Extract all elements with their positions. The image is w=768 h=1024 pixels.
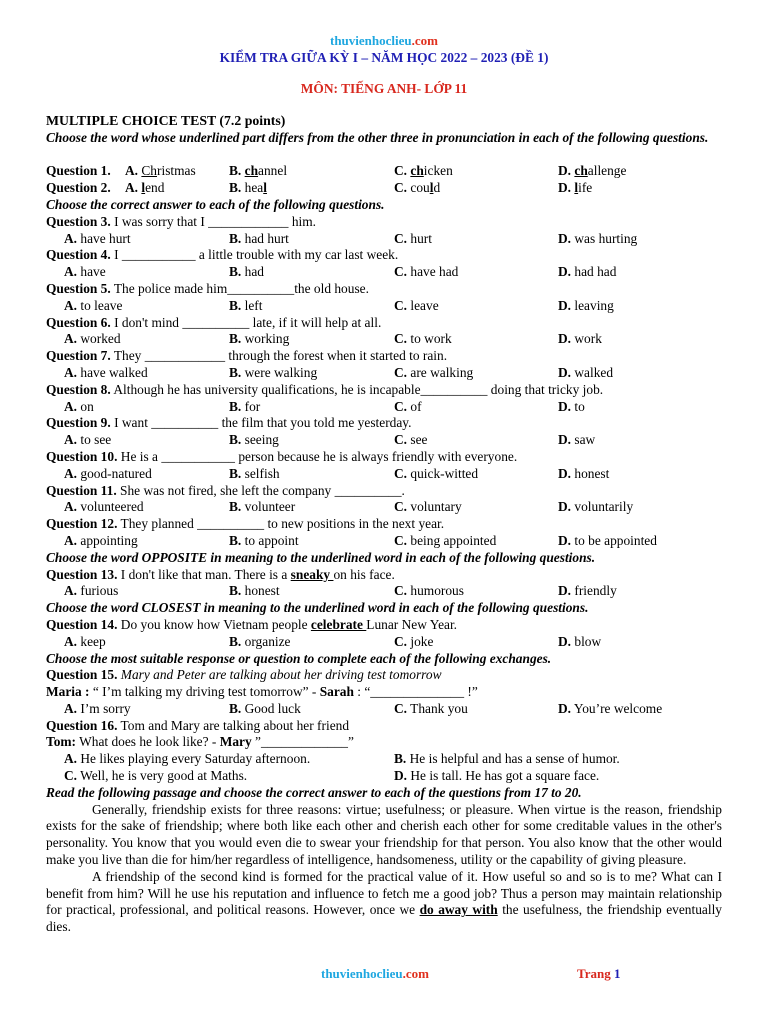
option-d: D. had had xyxy=(558,264,617,280)
option-c: C. have had xyxy=(394,264,459,280)
option-b: B. Good luck xyxy=(229,700,301,716)
footer-site: thuvienhoclieu.com xyxy=(321,966,429,981)
option-c: C. leave xyxy=(394,297,439,313)
question-text: on his face. xyxy=(333,566,395,582)
underlined-phrase: do away with xyxy=(419,902,498,918)
option-d: D. friendly xyxy=(558,583,617,599)
option-d: D. voluntarily xyxy=(558,499,634,515)
option-b: B. left xyxy=(229,297,263,313)
question-number: Question 1. xyxy=(46,163,111,179)
option-b: B. had xyxy=(229,264,264,280)
section-title: MULTIPLE CHOICE TEST (7.2 points) xyxy=(46,113,286,128)
option-b: B. He is helpful and has a sense of humor. xyxy=(394,751,620,767)
question-list xyxy=(46,214,722,550)
question-15 xyxy=(46,667,722,684)
question-16-options-cd xyxy=(46,768,722,785)
option-b: B. honest xyxy=(229,583,280,599)
option-c: C. quick-witted xyxy=(394,465,479,481)
option-d: D. leaving xyxy=(558,297,614,313)
question-7 xyxy=(46,348,722,365)
option-d: D. work xyxy=(558,331,602,347)
option-a: A. I’m sorry xyxy=(64,700,131,716)
question-options xyxy=(46,533,722,550)
option-b: B. selfish xyxy=(229,465,280,481)
speaker: Mary xyxy=(219,734,252,750)
question-number: Question 14. xyxy=(46,616,118,632)
question-11 xyxy=(46,483,722,500)
question-text: They planned __________ to new positions in the next year. xyxy=(117,516,445,532)
option-c: C. of xyxy=(394,398,422,414)
question-number: Question 3. xyxy=(46,213,111,229)
option-b: B. were walking xyxy=(229,364,318,380)
option-d: D. He is tall. He has got a square face. xyxy=(394,768,600,784)
option-a: A. have xyxy=(64,264,106,280)
question-13-options xyxy=(46,583,722,600)
option-c: C. chicken xyxy=(394,163,453,179)
option-a: A. to see xyxy=(64,432,112,448)
option-b: B. working xyxy=(229,331,290,347)
question-number: Question 6. xyxy=(46,314,111,330)
question-options xyxy=(46,264,722,281)
option-b: B. for xyxy=(229,398,261,414)
question-number: Question 11. xyxy=(46,482,117,498)
dialogue-text: “ I’m talking my driving test tomorrow” - xyxy=(92,684,320,700)
option-a: A. volunteered xyxy=(64,499,144,515)
question-options xyxy=(46,399,722,416)
page-footer xyxy=(0,966,768,984)
question-14 xyxy=(46,617,722,634)
option-c: C. are walking xyxy=(394,364,474,380)
passage-paragraph-2: A friendship of the second kind is formed for the practical value of it. How useful so and so is to me? What can I benefit from him? Will he use his reputation and influence to fetch me a good job? Thus a person may maintain relationship for practical, professional, and political reasons. However, once we do away with the usefulness, the friendship eventually dies. xyxy=(46,868,722,935)
option-b: B. channel xyxy=(229,163,288,179)
dialogue-text: What does he look like? - xyxy=(76,734,220,750)
option-d: D. to xyxy=(558,398,585,414)
instruction-correct-answer: Choose the correct answer to each of the following questions. xyxy=(46,196,385,212)
question-number: Question 7. xyxy=(46,348,111,364)
question-9 xyxy=(46,415,722,432)
option-c: C. see xyxy=(394,432,428,448)
question-number: Question 10. xyxy=(46,448,118,464)
option-d: D. to be appointed xyxy=(558,532,657,548)
site-name: thuvienhoclieu xyxy=(330,33,412,48)
option-c: C. hurt xyxy=(394,230,432,246)
option-b: B. to appoint xyxy=(229,532,299,548)
exam-title: KIỂM TRA GIỮA KỲ I – NĂM HỌC 2022 – 2023 (ĐỀ 1) xyxy=(219,50,549,65)
option-a: A. have walked xyxy=(64,364,148,380)
question-12 xyxy=(46,516,722,533)
option-b: B. volunteer xyxy=(229,499,296,515)
question-text: Although he has university qualifications, he is incapable__________ doing that tricky job. xyxy=(110,381,604,397)
question-text: Lunar New Year. xyxy=(366,616,458,632)
option-b: B. organize xyxy=(229,633,291,649)
option-c: C. could xyxy=(394,180,441,196)
question-options xyxy=(46,331,722,348)
exam-subject: MÔN: TIẾNG ANH- LỚP 11 xyxy=(300,81,468,96)
option-a: A. to leave xyxy=(64,297,123,313)
instruction-pronunciation: Choose the word whose underlined part differs from the other three in pronunciation in each of the following questions. xyxy=(46,129,709,145)
question-number: Question 9. xyxy=(46,415,111,431)
question-options xyxy=(46,466,722,483)
question-15-options xyxy=(46,701,722,718)
question-number: Question 12. xyxy=(46,516,118,532)
question-number: Question 8. xyxy=(46,381,111,397)
option-c: C. to work xyxy=(394,331,452,347)
exam-content xyxy=(46,113,722,936)
option-d: D. life xyxy=(558,180,593,196)
option-c: C. Thank you xyxy=(394,700,468,716)
option-d: D. walked xyxy=(558,364,614,380)
option-c: C. voluntary xyxy=(394,499,462,515)
question-number: Question 13. xyxy=(46,566,118,582)
speaker: Tom: xyxy=(46,734,77,750)
passage-paragraph-1: Generally, friendship exists for three reasons: virtue; usefulness; or pleasure. When virtue is the reason, friendship exists for the sake of friendship; where both like each other and cherish each other for some creditable values in the other's personality. You know that you would even die to swear your friendship for that person. You also know that the other would make you live than die for him/her regardless of intelligence, handsomeness, utility or the capability of giving pleasure. xyxy=(46,801,722,868)
option-c: C. Well, he is very good at Maths. xyxy=(64,768,248,784)
option-b: B. heal xyxy=(229,180,267,196)
option-c: C. joke xyxy=(394,633,434,649)
site-domain: .com xyxy=(411,33,438,48)
option-a: A. lend xyxy=(125,180,165,196)
option-a: A. on xyxy=(64,398,94,414)
question-text: They ____________ through the forest when it started to rain. xyxy=(110,348,448,364)
option-d: D. was hurting xyxy=(558,230,638,246)
speaker: Maria : xyxy=(46,684,93,700)
option-d: D. honest xyxy=(558,465,610,481)
question-number: Question 2. xyxy=(46,180,111,196)
instruction-exchanges: Choose the most suitable response or question to complete each of the following exchanges. xyxy=(46,650,552,666)
question-options xyxy=(46,432,722,449)
option-a: A. furious xyxy=(64,583,119,599)
option-d: D. saw xyxy=(558,432,596,448)
dialogue-text: ”_____________” xyxy=(251,734,354,750)
question-4 xyxy=(46,247,722,264)
speaker: Sarah xyxy=(319,684,354,700)
option-a: A. keep xyxy=(64,633,106,649)
instruction-opposite: Choose the word OPPOSITE in meaning to the underlined word in each of the following questions. xyxy=(46,549,596,565)
question-context: Mary and Peter are talking about her driving test tomorrow xyxy=(117,667,442,683)
question-14-options xyxy=(46,634,722,651)
question-16-options-ab xyxy=(46,751,722,768)
question-16-dialogue xyxy=(46,734,722,751)
question-2 xyxy=(46,180,722,197)
question-number: Question 16. xyxy=(46,717,118,733)
option-a: A. good-natured xyxy=(64,465,152,481)
question-context: Tom and Mary are talking about her friend xyxy=(117,717,350,733)
question-text: I was sorry that I ____________ him. xyxy=(110,213,317,229)
question-options xyxy=(46,365,722,382)
option-c: C. being appointed xyxy=(394,532,497,548)
question-text: I don't mind __________ late, if it will help at all. xyxy=(110,314,382,330)
option-a: A. worked xyxy=(64,331,121,347)
question-1 xyxy=(46,163,722,180)
question-16 xyxy=(46,718,722,735)
option-c: C. humorous xyxy=(394,583,464,599)
question-3 xyxy=(46,214,722,231)
dialogue-text: : “______________ !” xyxy=(353,684,478,700)
question-10 xyxy=(46,449,722,466)
question-text: I want __________ the film that you told me yesterday. xyxy=(110,415,412,431)
option-a: A. Christmas xyxy=(125,163,196,179)
question-text: I don't like that man. There is a xyxy=(117,566,291,582)
page-number: Trang 1 xyxy=(577,966,621,981)
option-d: D. challenge xyxy=(558,163,627,179)
question-text: The police made him__________the old house. xyxy=(110,280,369,296)
question-options xyxy=(46,499,722,516)
question-text: She was not fired, she left the company __________. xyxy=(116,482,405,498)
option-b: B. seeing xyxy=(229,432,279,448)
option-a: A. have hurt xyxy=(64,230,131,246)
question-number: Question 5. xyxy=(46,280,111,296)
question-text: Do you know how Vietnam people xyxy=(117,616,311,632)
question-text: I ___________ a little trouble with my car last week. xyxy=(110,247,399,263)
underlined-word: celebrate xyxy=(310,616,367,632)
underlined-word: sneaky xyxy=(290,566,334,582)
option-d: D. You’re welcome xyxy=(558,700,663,716)
question-number: Question 4. xyxy=(46,247,111,263)
question-15-dialogue xyxy=(46,684,722,701)
instruction-passage: Read the following passage and choose the correct answer to each of the questions from 17 to 20. xyxy=(46,784,582,800)
question-text: He is a ___________ person because he is always friendly with everyone. xyxy=(117,448,518,464)
option-a: A. appointing xyxy=(64,532,138,548)
question-options xyxy=(46,298,722,315)
instruction-closest: Choose the word CLOSEST in meaning to the underlined word in each of the following questions. xyxy=(46,600,589,616)
question-options xyxy=(46,231,722,248)
option-b: B. had hurt xyxy=(229,230,289,246)
question-6 xyxy=(46,315,722,332)
option-d: D. blow xyxy=(558,633,602,649)
option-a: A. He likes playing every Saturday afternoon. xyxy=(64,751,311,767)
question-5 xyxy=(46,281,722,298)
question-8 xyxy=(46,382,722,399)
question-13 xyxy=(46,567,722,584)
site-header xyxy=(0,33,768,49)
question-number: Question 15. xyxy=(46,667,118,683)
